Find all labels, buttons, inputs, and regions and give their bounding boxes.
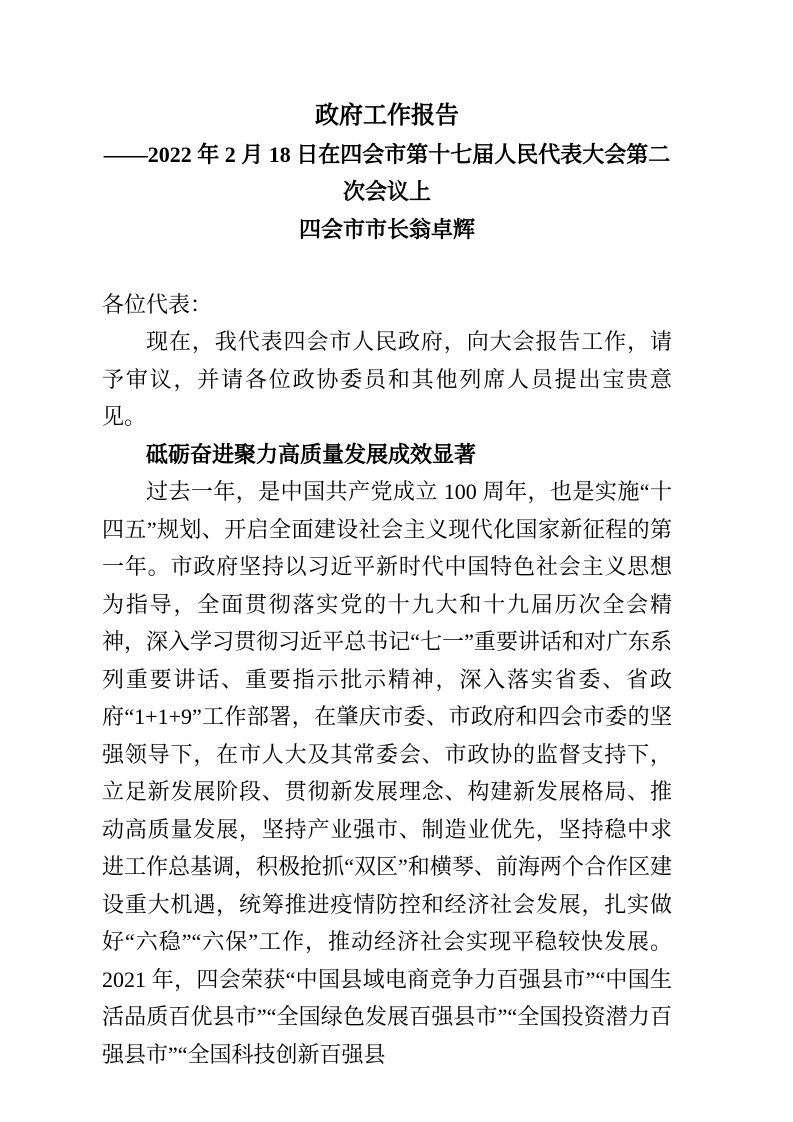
document-byline: 四会市市长翁卓辉: [298, 216, 475, 242]
salutation: 各位代表：: [102, 291, 213, 317]
body-paragraph: 过去一年，是中国共产党成立 100 周年，也是实施“十四五”规划、开启全面建设社会主义现代化国家新征程的第一年。市政府坚持以习近平新时代中国特色社会主义思想为指导，全面贯彻落实党的十九大和十九届历次全会精神，深入学习贯彻习近平总书记“七一”重要讲话和对广东系列重要讲话、重要指示批示精神，深入落实省委、省政府“1+1+9”工作部署，在肇庆市委、市政府和四会市委的坚强领导下，在市人大及其常委会、市政协的监督支持下，立足新发展阶段、贯彻新发展理念、构建新发展格局、推动高质量发展，坚持产业强市、制造业优先，坚持稳中求进工作总基调，积极抢抓“双区”和横琴、前海两个合作区建设重大机遇，统筹推进疫情防控和经济社会发展，扎实做好“六稳”“六保”工作，推动经济社会实现平稳较快发展。2021 年，四会荣获“中国县域电商竞争力百强县市”“中国生活品质百优县市”“全国绿色发展百强县市”“全国投资潜力百强县市”“全国科技创新百强县: [102, 479, 672, 1067]
section-heading: 砥砺奋进聚力高质量发展成效显著: [146, 441, 477, 467]
intro-paragraph: 现在，我代表四会市人民政府，向大会报告工作，请予审议，并请各位政协委员和其他列席人员提出宝贵意见。: [102, 329, 672, 429]
document-subtitle-line-1: ——2022 年 2 月 18 日在四会市第十七届人民代表大会第二: [103, 141, 671, 167]
blank-line: [102, 248, 672, 286]
document-title: 政府工作报告: [315, 103, 459, 129]
document-subtitle-line-2: 次会议上: [342, 179, 431, 204]
